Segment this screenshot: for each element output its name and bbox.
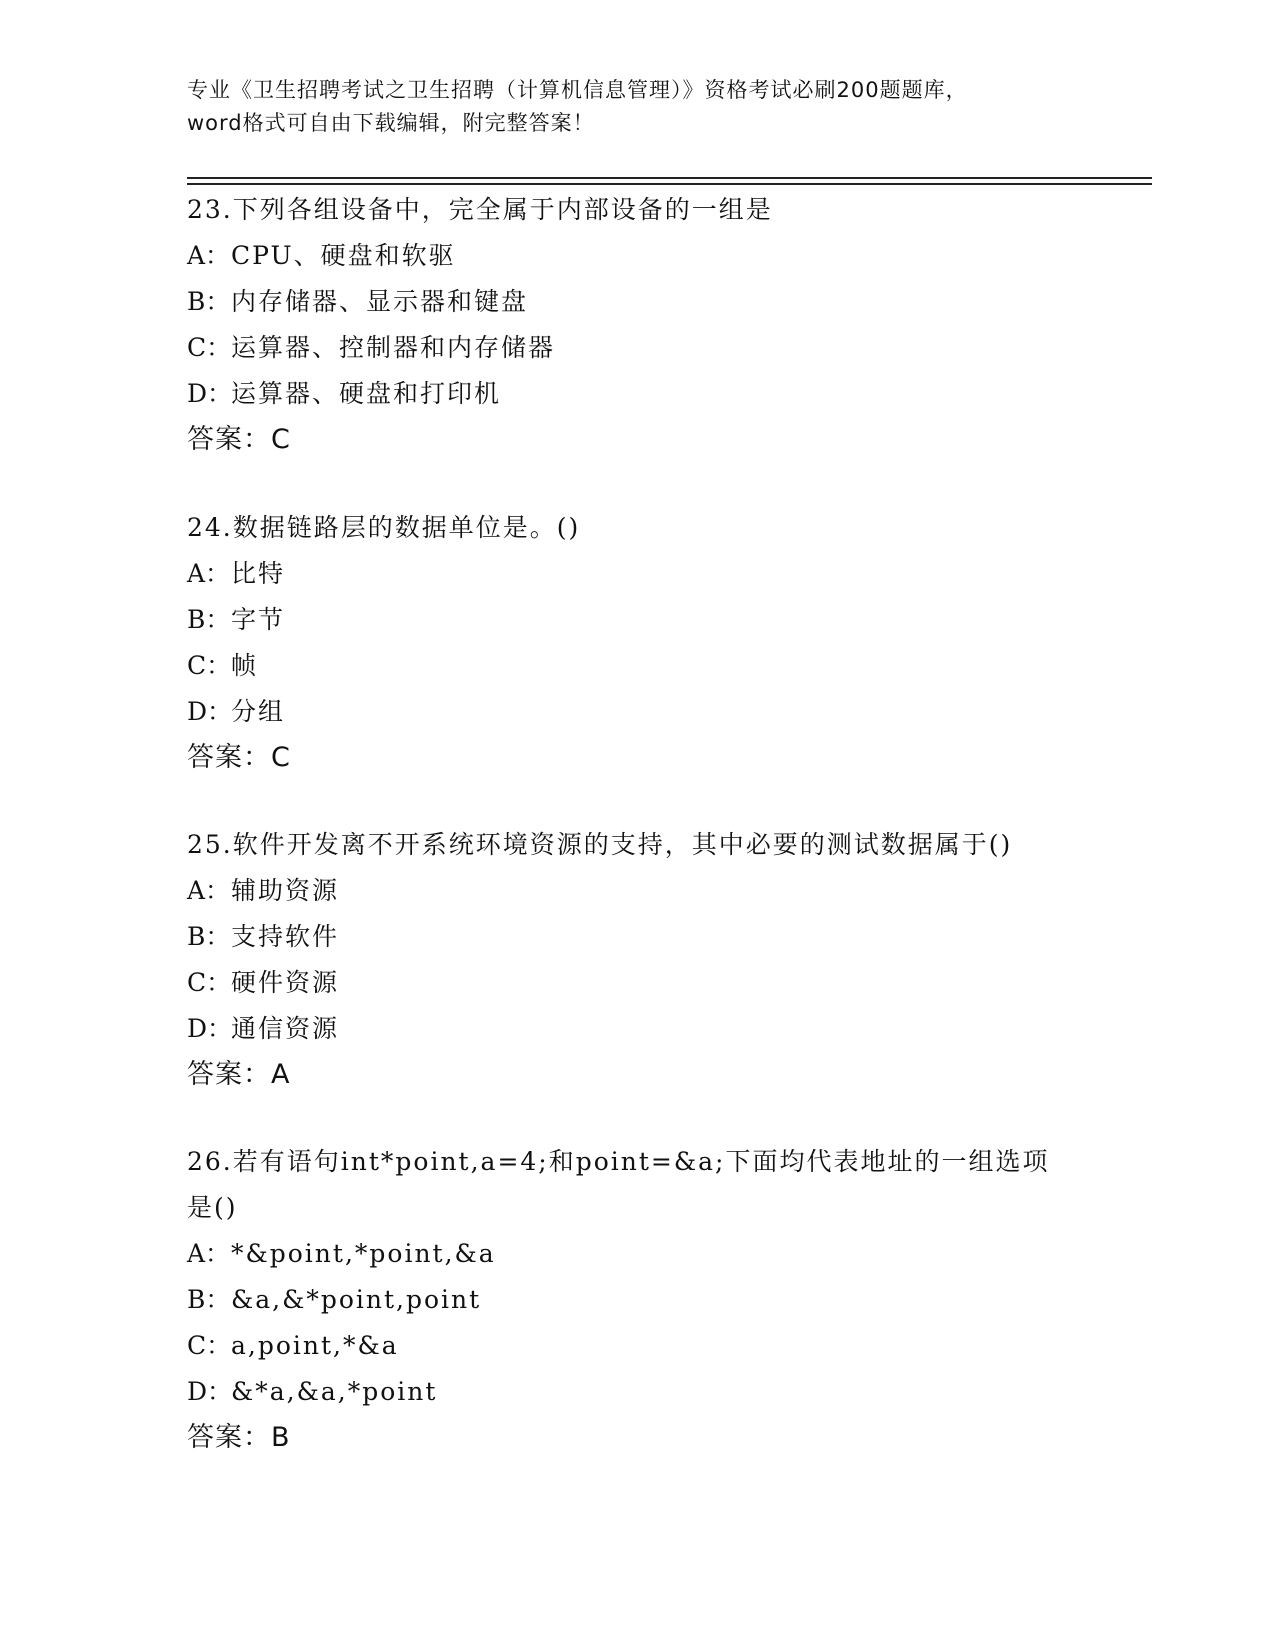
question-26 (187, 1139, 1087, 1461)
header-line-1: 专业《卫生招聘考试之卫生招聘（计算机信息管理）》资格考试必刷200题题库， (187, 78, 968, 102)
option-letter: D： (187, 379, 233, 408)
option-text: 通信资源 (231, 1014, 340, 1043)
question-stem: 23.下列各组设备中，完全属于内部设备的一组是 (187, 195, 773, 224)
option-text: 支持软件 (231, 922, 340, 951)
option-letter: A： (187, 559, 231, 588)
option-c (187, 960, 1087, 1006)
option-letter: C： (187, 333, 232, 362)
option-c (187, 325, 1087, 371)
answer-line: 答案：C (187, 742, 291, 773)
header-divider-top (187, 177, 1152, 179)
option-letter: B： (187, 922, 231, 951)
option-c (187, 1323, 1087, 1369)
answer-line: 答案：C (187, 424, 291, 455)
option-letter: B： (187, 287, 231, 316)
question-stem-line-2: 是() (187, 1193, 238, 1222)
option-letter: B： (187, 605, 231, 634)
option-a (187, 1231, 1087, 1277)
option-text: 运算器、硬盘和打印机 (231, 379, 502, 408)
option-c (187, 643, 1087, 689)
question-25 (187, 822, 1087, 1098)
option-letter: A： (187, 1239, 231, 1268)
answer-line: 答案：B (187, 1422, 291, 1453)
option-text: 硬件资源 (231, 968, 340, 997)
question-stem-line-1: 26.若有语句int*point,a=4;和point=&a;下面均代表地址的一组选项 (187, 1147, 1050, 1176)
option-letter: C： (187, 651, 232, 680)
option-letter: B： (187, 1285, 231, 1314)
option-a (187, 868, 1087, 914)
option-text: 运算器、控制器和内存储器 (231, 333, 556, 362)
option-letter: C： (187, 968, 232, 997)
option-letter: D： (187, 697, 233, 726)
header-divider-bottom (187, 183, 1152, 185)
option-text: &*a,&a,*point (231, 1377, 438, 1406)
option-b (187, 1277, 1087, 1323)
option-text: CPU、硬盘和软驱 (231, 241, 456, 270)
option-text: 字节 (231, 605, 286, 634)
option-d (187, 689, 1087, 735)
answer-line: 答案：A (187, 1059, 291, 1090)
option-b (187, 914, 1087, 960)
option-text: &a,&*point,point (231, 1285, 482, 1314)
option-letter: A： (187, 241, 231, 270)
option-letter: D： (187, 1377, 233, 1406)
question-stem: 24.数据链路层的数据单位是。() (187, 513, 581, 542)
option-b (187, 597, 1087, 643)
option-text: 比特 (231, 559, 286, 588)
option-letter: D： (187, 1014, 233, 1043)
header-line-2: word格式可自由下载编辑，附完整答案！ (187, 111, 595, 135)
option-letter: A： (187, 876, 231, 905)
document-header (187, 74, 1087, 140)
question-24 (187, 505, 1087, 781)
option-text: a,point,*&a (231, 1331, 399, 1360)
option-letter: C： (187, 1331, 232, 1360)
option-text: *&point,*point,&a (231, 1239, 496, 1268)
option-d (187, 1369, 1087, 1415)
option-text: 帧 (231, 651, 259, 680)
option-b (187, 279, 1087, 325)
option-d (187, 371, 1087, 417)
option-a (187, 551, 1087, 597)
option-text: 分组 (231, 697, 286, 726)
option-d (187, 1006, 1087, 1052)
option-text: 内存储器、显示器和键盘 (231, 287, 529, 316)
question-23 (187, 187, 1087, 463)
question-stem: 25.软件开发离不开系统环境资源的支持，其中必要的测试数据属于() (187, 830, 1013, 859)
option-a (187, 233, 1087, 279)
option-text: 辅助资源 (231, 876, 340, 905)
